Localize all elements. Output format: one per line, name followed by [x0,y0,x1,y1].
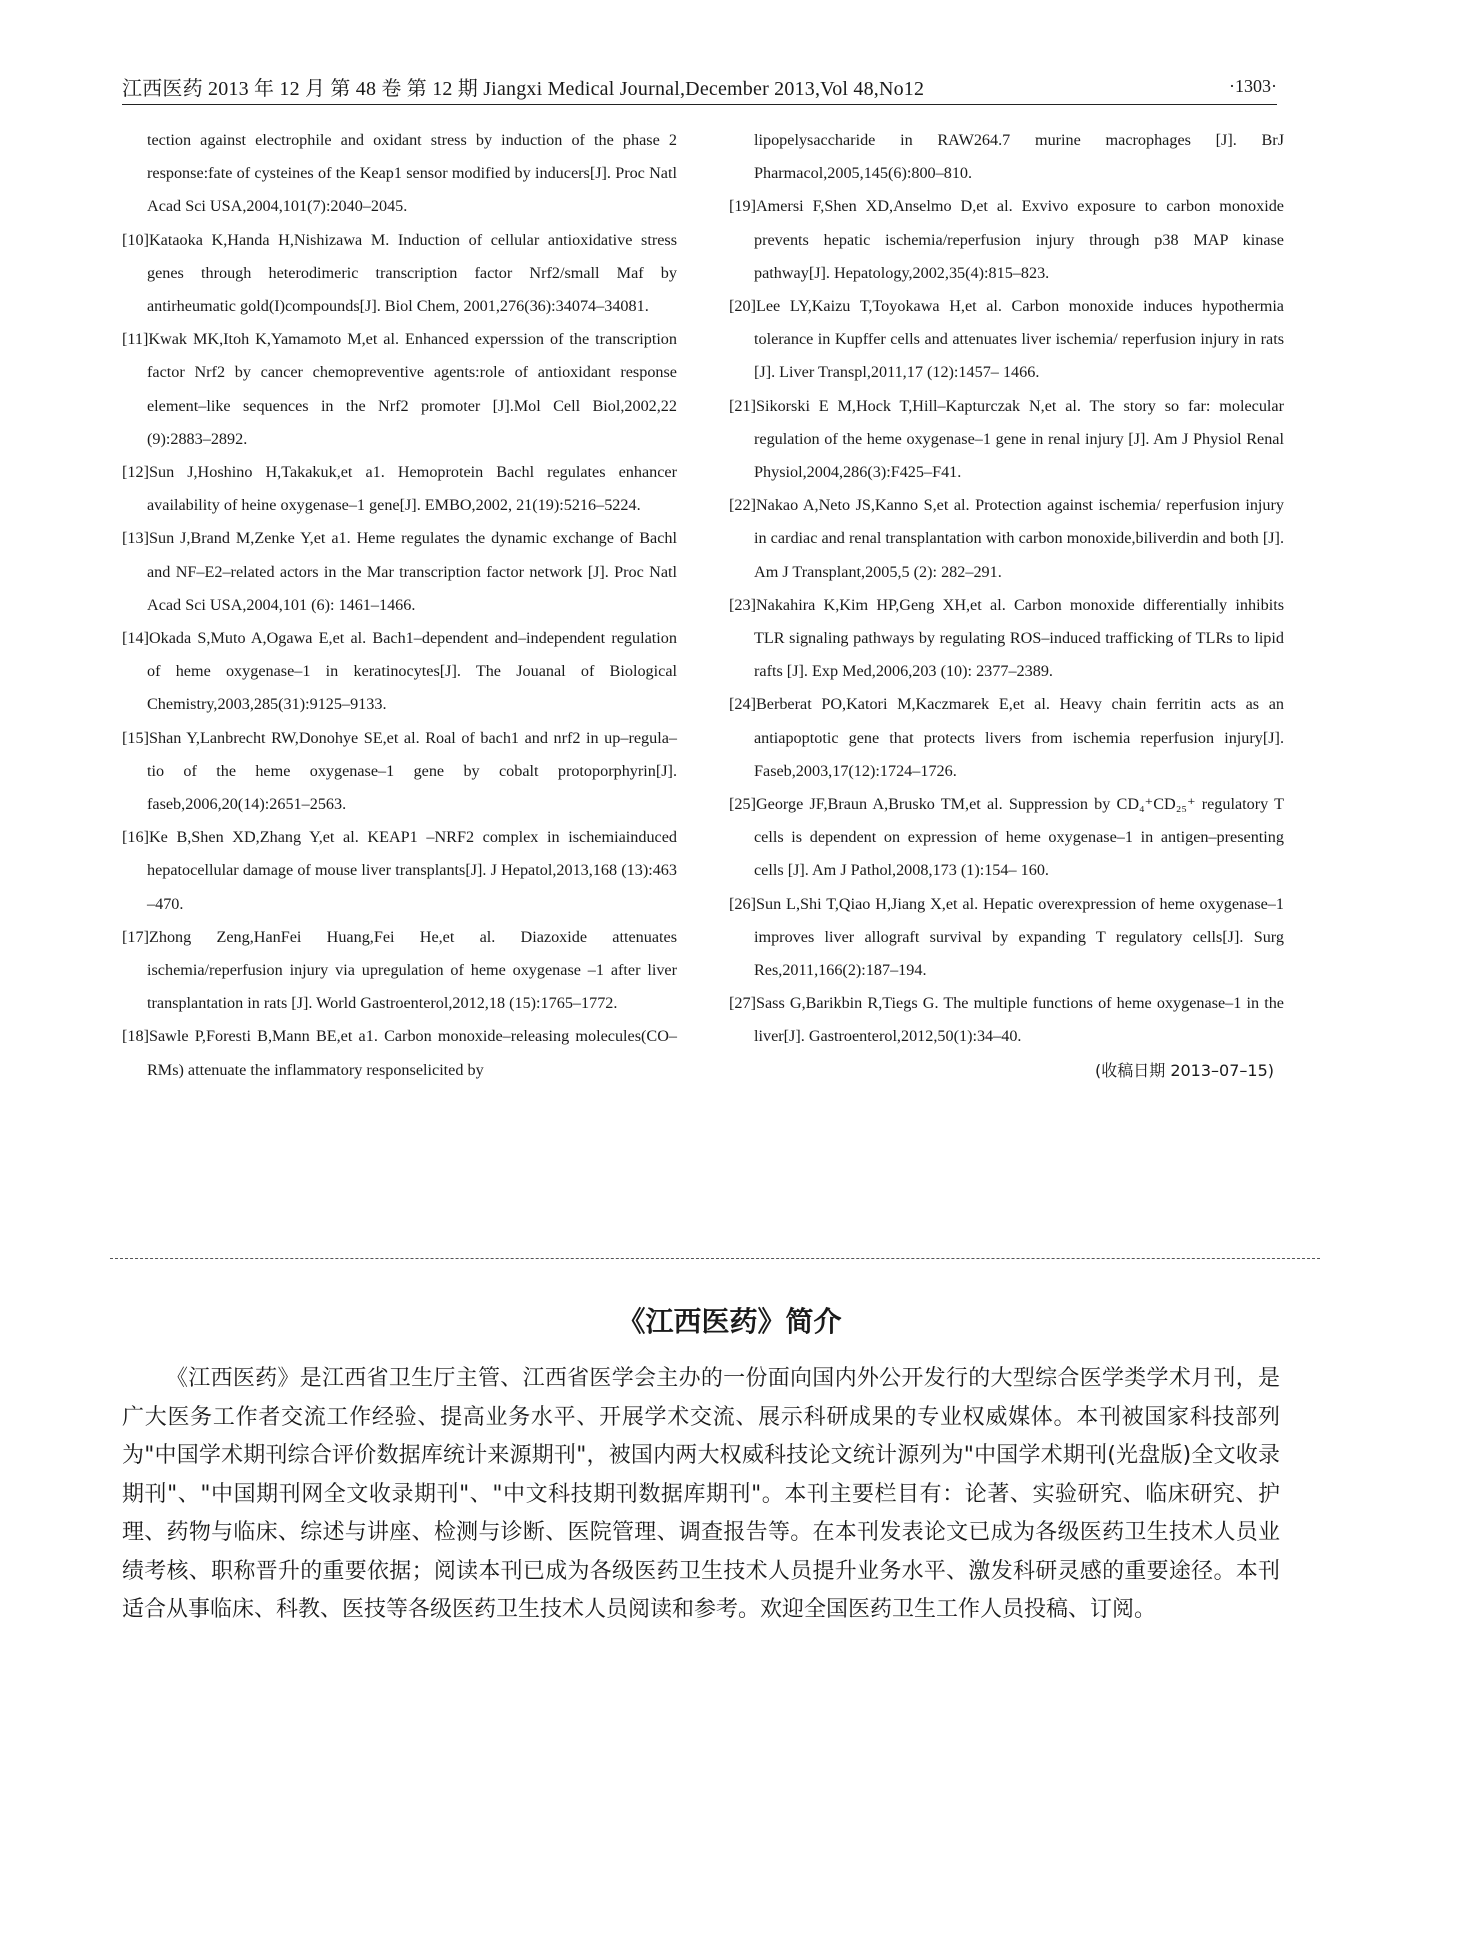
reference-item: [23]Nakahira K,Kim HP,Geng XH,et al. Carbon monoxide differentially inhibits TLR signaling pathways by regulating ROS–induced trafficking of TLRs to lipid rafts [J]. Exp Med,2006,203 (10): 2377–2389. [729,595,1284,681]
received-date: (收稿日期 2013–07–15) [1094,1060,1274,1080]
references-right-column [729,124,1284,1087]
reference-item: [25]George JF,Braun A,Brusko TM,et al. Suppression by CD₄⁺CD₂₅⁺ regulatory T cells is dependent on expression of heme oxygenase–1 in antigen–presenting cells [J]. Am J Pathol,2008,173 (1):154– 160. [729,795,1284,880]
reference-item: [22]Nakao A,Neto JS,Kanno S,et al. Protection against ischemia/ reperfusion injury in cardiac and renal transplantation with carbon monoxide,biliverdin and both [J]. Am J Transplant,2005,5 (2): 282–291. [729,496,1284,581]
reference-item: [17]Zhong Zeng,HanFei Huang,Fei He,et al. Diazoxide attenuates ischemia/reperfusion injury via upregulation of heme oxygenase –1 after liver transplantation in rats [J]. World Gastroenterol,2012,18 (15):1765–1772. [122,927,677,1013]
reference-item: [24]Berberat PO,Katori M,Kaczmarek E,et al. Heavy chain ferritin acts as an antiapoptotic gene that protects livers from ischemia reperfusion injury[J]. Faseb,2003,17(12):1724–1726. [729,695,1284,780]
reference-item: [14]Okada S,Muto A,Ogawa E,et al. Bach1–dependent and–independent regulation of heme oxygenase–1 in keratinocytes[J]. The Jouanal of Biological Chemistry,2003,285(31):9125–9133. [122,629,677,714]
reference-item: [20]Lee LY,Kaizu T,Toyokawa H,et al. Carbon monoxide induces hypothermia tolerance in Kupffer cells and attenuates liver ischemia/ reperfusion injury in rats [J]. Liver Transpl,2011,17 (12):1457– 1466. [729,297,1284,382]
reference-continuation: tection against electrophile and oxidant stress by induction of the phase 2 response:fate of cysteines of the Keap1 sensor modified by inducers[J]. Proc Natl Acad Sci USA,2004,101(7):2040–2045. [147,131,677,216]
reference-item: [18]Sawle P,Foresti B,Mann BE,et a1. Carbon monoxide–releasing molecules(CO–RMs) attenuate the inflammatory responselicited by [122,1027,677,1079]
reference-item: [21]Sikorski E M,Hock T,Hill–Kapturczak N,et al. The story so far: molecular regulation of the heme oxygenase–1 gene in renal injury [J]. Am J Physiol Renal Physiol,2004,286(3):F425–F41. [729,396,1284,482]
introduction-title: 《江西医药》简介 [617,1305,842,1338]
running-title: 江西医药 2013 年 12 月 第 48 卷 第 12 期 Jiangxi Medical Journal,December 2013,Vol 48,No12 [122,78,925,100]
reference-item: [15]Shan Y,Lanbrecht RW,Donohye SE,et al. Roal of bach1 and nrf2 in up–regula–tio of the heme oxygenase–1 gene by cobalt protoporphyrin[J]. faseb,2006,20(14):2651–2563. [122,728,677,814]
reference-item: [10]Kataoka K,Handa H,Nishizawa M. Induction of cellular antioxidative stress genes through heterodimeric transcription factor Nrf2/small Maf by antirheumatic gold(I)compounds[J]. Biol Chem, 2001,276(36):34074–34081. [122,230,677,316]
reference-item: [27]Sass G,Barikbin R,Tiegs G. The multiple functions of heme oxygenase–1 in the liver[J]. Gastroenterol,2012,50(1):34–40. [729,994,1284,1046]
reference-continuation: lipopelysaccharide in RAW264.7 murine macrophages [J]. BrJ Pharmacol,2005,145(6):800–810. [754,131,1284,183]
section-divider [110,1258,1320,1259]
reference-item: [19]Amersi F,Shen XD,Anselmo D,et al. Exvivo exposure to carbon monoxide prevents hepatic ischemia/reperfusion injury through p38 MAP kinase pathway[J]. Hepatology,2002,35(4):815–823. [729,197,1284,282]
reference-item: [26]Sun L,Shi T,Qiao H,Jiang X,et al. Hepatic overexpression of heme oxygenase–1 improves liver allograft survival by expanding T regulatory cells[J]. Surg Res,2011,166(2):187–194. [729,894,1284,980]
introduction-body: 《江西医药》是江西省卫生厅主管、江西省医学会主办的一份面向国内外公开发行的大型综合医学类学术月刊，是广大医务工作者交流工作经验、提高业务水平、开展学术交流、展示科研成果的专业权威媒体。本刊被国家科技部列为"中国学术期刊综合评价数据库统计来源期刊"，被国内两大权威科技论文统计源列为"中国学术期刊(光盘版)全文收录期刊"、"中国期刊网全文收录期刊"、"中文科技期刊数据库期刊"。本刊主要栏目有：论著、实验研究、临床研究、护理、药物与临床、综述与讲座、检测与诊断、医院管理、调查报告等。在本刊发表论文已成为各级医药卫生技术人员业绩考核、职称晋升的重要依据；阅读本刊已成为各级医药卫生技术人员提升业务水平、激发科研灵感的重要途径。本刊适合从事临床、科教、医技等各级医药卫生技术人员阅读和参考。欢迎全国医药卫生工作人员投稿、订阅。 [122,1366,1280,1622]
running-header [122,70,1277,105]
reference-item: [11]Kwak MK,Itoh K,Yamamoto M,et al. Enhanced experssion of the transcription factor Nrf2 by cancer chemopreventive agents:role of antioxidant response element–like sequences in the Nrf2 promoter [J].Mol Cell Biol,2002,22 (9):2883–2892. [122,330,677,448]
reference-item: [13]Sun J,Brand M,Zenke Y,et a1. Heme regulates the dynamic exchange of Bachl and NF–E2–related actors in the Mar transcription factor network [J]. Proc Natl Acad Sci USA,2004,101 (6): 1461–1466. [122,529,677,614]
reference-item: [12]Sun J,Hoshino H,Takakuk,et a1. Hemoprotein Bachl regulates enhancer availability of heine oxygenase–1 gene[J]. EMBO,2002, 21(19):5216–5224. [122,463,677,515]
references-left-column [122,124,677,1087]
reference-item: [16]Ke B,Shen XD,Zhang Y,et al. KEAP1 –NRF2 complex in ischemiainduced hepatocellular damage of mouse liver transplants[J]. J Hepatol,2013,168 (13):463 –470. [122,828,677,913]
page-number: ·1303· [1229,76,1277,96]
